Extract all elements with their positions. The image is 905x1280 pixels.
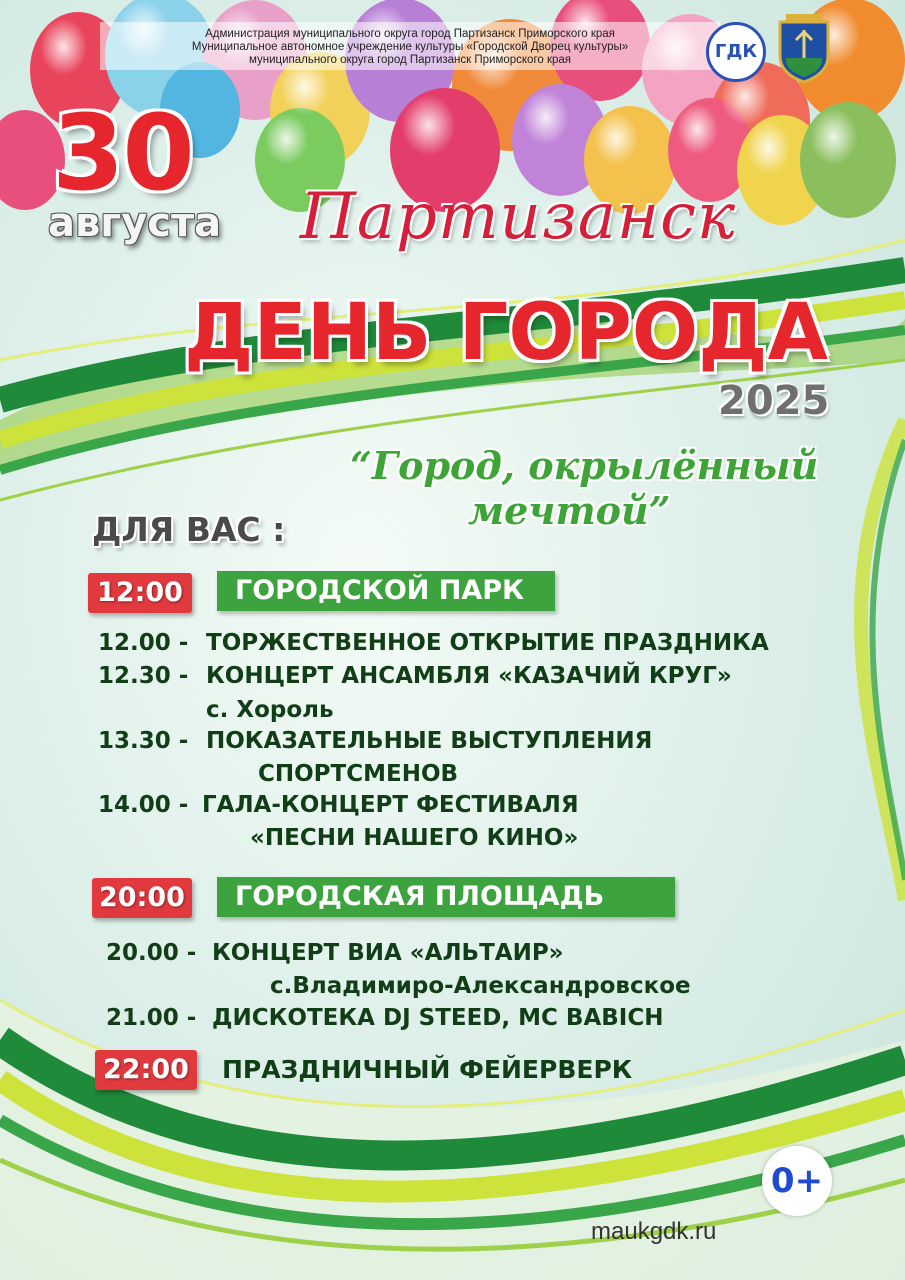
date-day: 30 — [52, 92, 193, 214]
section-2-time-badge: 20:00 — [92, 878, 192, 918]
schedule-time: 14.00 - — [98, 792, 189, 818]
schedule-time: 12.00 - — [98, 630, 189, 656]
schedule-row — [98, 663, 732, 689]
schedule-row — [106, 1005, 663, 1031]
schedule-text: ТОРЖЕСТВЕННОЕ ОТКРЫТИЕ ПРАЗДНИКА — [206, 630, 769, 656]
org-line-1: Администрация муниципального округа город Партизанск Приморского края — [205, 28, 615, 40]
section-2-venue-badge: ГОРОДСКАЯ ПЛОЩАДЬ — [217, 877, 675, 917]
schedule-text: с.Владимиро-Александровское — [270, 973, 691, 999]
schedule-row — [258, 761, 458, 787]
motto-line-1: “Город, окрылённый — [350, 443, 819, 488]
schedule-text: КОНЦЕРТ АНСАМБЛЯ «КАЗАЧИЙ КРУГ» — [206, 663, 732, 689]
fireworks-label: ПРАЗДНИЧНЫЙ ФЕЙЕРВЕРК — [222, 1055, 633, 1084]
schedule-time: 20.00 - — [106, 940, 197, 966]
schedule-row — [206, 697, 334, 723]
schedule-row — [106, 940, 564, 966]
motto-line-2: мечтой” — [468, 488, 671, 533]
bottom-waves — [0, 1000, 905, 1280]
org-line-2: Муниципальное автономное учреждение культуры «Городской Дворец культуры» — [191, 41, 629, 53]
gdk-logo — [706, 22, 766, 82]
for-you-heading: ДЛЯ ВАС : — [92, 510, 286, 549]
schedule-text: ПОКАЗАТЕЛЬНЫЕ ВЫСТУПЛЕНИЯ — [206, 728, 653, 754]
schedule-text: СПОРТСМЕНОВ — [258, 761, 459, 787]
schedule-row — [250, 825, 578, 851]
schedule-text: КОНЦЕРТ ВИА «АЛЬТАИР» — [212, 940, 564, 966]
schedule-text: с. Хороль — [206, 697, 334, 723]
section-3-time-badge: 22:00 — [95, 1050, 197, 1090]
website-link[interactable]: maukgdk.ru — [591, 1218, 717, 1245]
event-title: ДЕНЬ ГОРОДА — [184, 288, 828, 378]
section-1-time-badge: 12:00 — [88, 573, 192, 613]
schedule-time: 12.30 - — [98, 663, 189, 689]
city-name: Партизанск — [300, 180, 737, 254]
schedule-text: ГАЛА-КОНЦЕРТ ФЕСТИВАЛЯ — [202, 792, 579, 818]
schedule-text: ДИСКОТЕКА DJ STEED, MC BABICH — [212, 1005, 664, 1031]
schedule-time: 21.00 - — [106, 1005, 197, 1031]
schedule-text: «ПЕСНИ НАШЕГО КИНО» — [250, 825, 579, 851]
schedule-row — [98, 630, 769, 656]
schedule-row — [270, 973, 691, 999]
age-rating-badge: 0+ — [762, 1146, 832, 1216]
schedule-row — [98, 792, 579, 818]
coat-of-arms-icon — [776, 12, 832, 84]
date-month: августа — [48, 200, 222, 246]
schedule-row — [98, 728, 652, 754]
schedule-time: 13.30 - — [98, 728, 189, 754]
section-1-venue-badge: ГОРОДСКОЙ ПАРК — [217, 571, 555, 611]
gdk-logo-text: ГДК — [714, 41, 758, 62]
event-year: 2025 — [718, 378, 830, 424]
org-line-3: муниципального округа город Партизанск Приморского края — [248, 54, 572, 66]
